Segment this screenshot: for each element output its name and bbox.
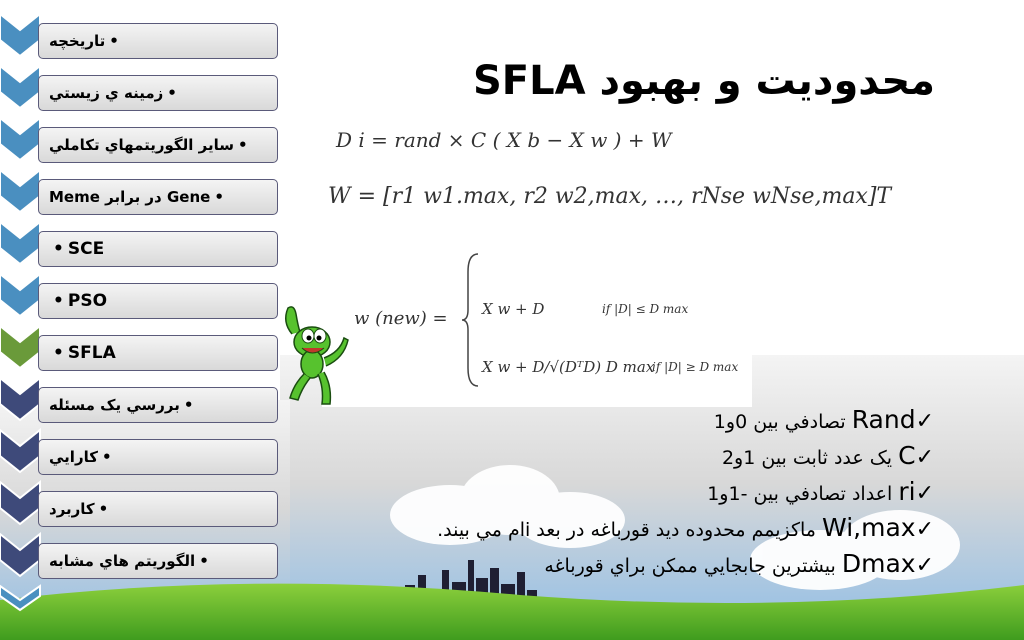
equations-panel [322,120,892,407]
equation-weight-vector: W = [r1 w1.max, r2 w2,max, …, rNse wNse,max]T [328,184,892,209]
brace-icon [462,252,482,388]
definition-rand: ✓Rand تصادفي بين 0و1 [713,405,934,434]
equation-new-position-lhs: w (new) = [354,308,448,329]
menu-item-biological-background[interactable]: • زمينه ي زيستي [38,75,278,111]
equation-condition-1: if |D| ≤ D max [602,302,689,316]
menu-item-other-evolutionary-algorithms[interactable]: • ساير الگوريتمهاي تكاملي [38,127,278,163]
menu-item-applications[interactable]: • كاربرد [38,491,278,527]
menu-item-similar-algorithms[interactable]: • الگوريتم هاي مشابه [38,543,278,579]
equation-condition-2: if |D| ≥ D max [652,360,739,374]
definition-dmax: ✓Dmax بيشترين جابجايي ممكن براي قورباغه [544,549,934,578]
slide-title: محدوديت و بهبود SFLA [472,58,935,104]
definitions-list [354,402,934,582]
menu-item-sfla[interactable]: • SFLA [38,335,278,371]
menu-item-pso[interactable]: • PSO [38,283,278,319]
equation-case-2: X w + D/√(DᵀD) D max [482,358,655,376]
menu-item-history[interactable]: • تاريخچه [38,23,278,59]
definition-wimax: ✓Wi,max ماكزيمم محدوده ديد قورباغه در بعد iام مي بيند. [437,513,934,542]
menu-item-problem-review[interactable]: • بررسي يک مسئله [38,387,278,423]
menu-item-sce[interactable]: • SCE [38,231,278,267]
checkmark-icon: ✓ [915,553,934,578]
checkmark-icon: ✓ [915,445,934,470]
menu-item-efficiency[interactable]: • كارايي [38,439,278,475]
checkmark-icon: ✓ [915,481,934,506]
checkmark-icon: ✓ [915,409,934,434]
definition-ri: ✓ri اعداد تصادفي بين -1و1 [707,477,934,506]
equation-case-1: X w + D [482,300,545,318]
menu-item-gene-vs-meme[interactable]: • Gene در برابر Meme [38,179,278,215]
checkmark-icon: ✓ [915,517,934,542]
frog-illustration [278,300,350,410]
definition-c: ✓C يک عدد ثابت بين 1و2 [721,441,934,470]
equation-step-size: D i = rand × C ( X b − X w ) + W [336,128,672,152]
